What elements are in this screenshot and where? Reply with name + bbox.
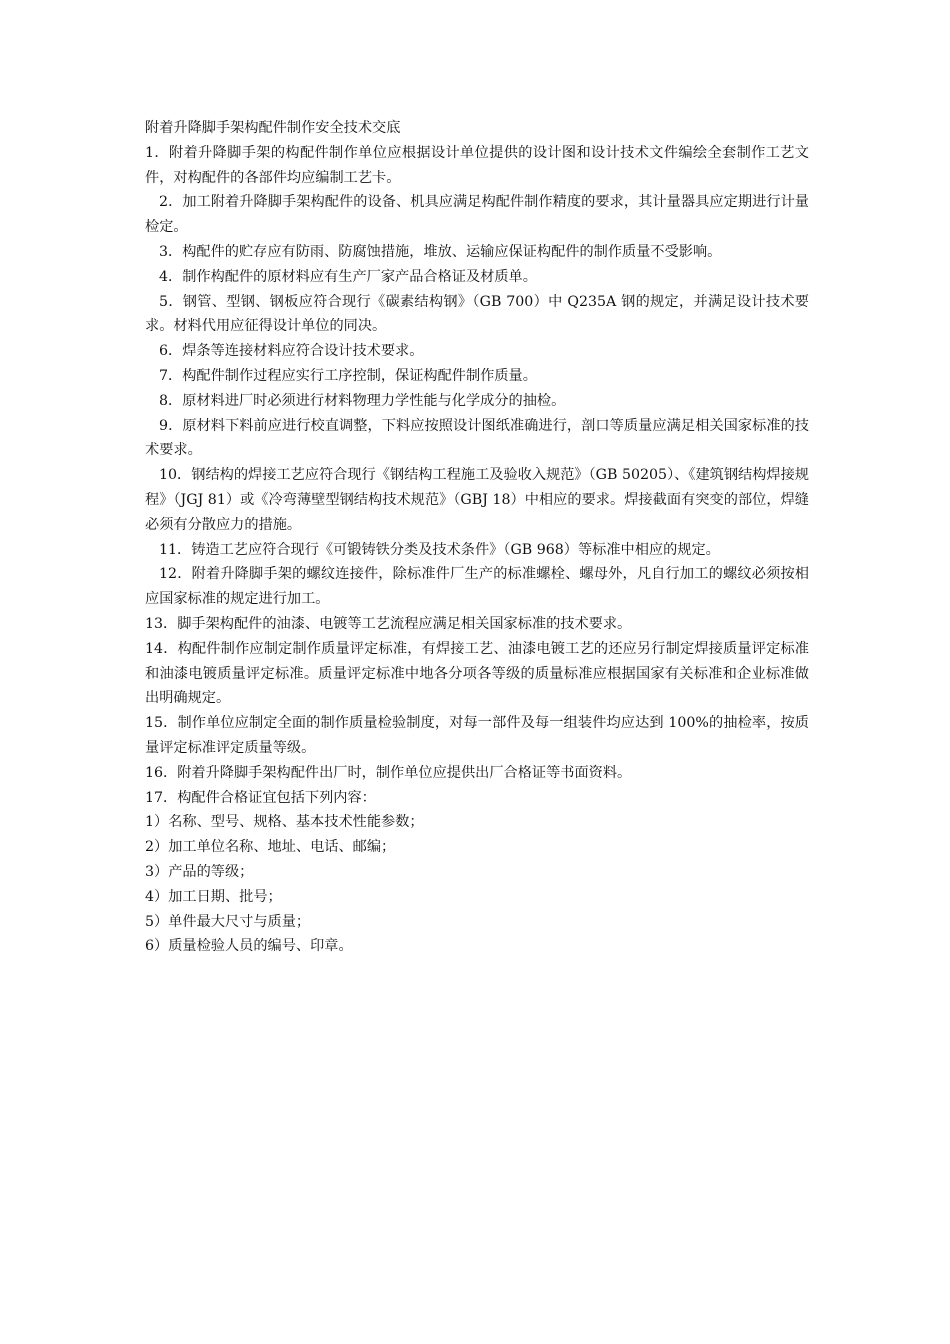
paragraph-item-12: 12．附着升降脚手架的螺纹连接件，除标准件厂生产的标准螺栓、螺母外，凡自行加工的螺纹必须按相应国家标准的规定进行加工。 [145, 566, 809, 608]
list-item: 5）单件最大尺寸与质量； [145, 913, 311, 930]
list-item: 1）名称、型号、规格、基本技术性能参数； [145, 814, 424, 831]
document-title: 附着升降脚手架构配件制作安全技术交底 [145, 120, 401, 136]
paragraph-item-3: 3．构配件的贮存应有防雨、防腐蚀措施，堆放、运输应保证构配件的制作质量不受影响。 [159, 243, 722, 260]
paragraph-item-6: 6．焊条等连接材料应符合设计技术要求。 [159, 343, 424, 360]
paragraph-item-17: 17．构配件合格证宜包括下列内容： [145, 789, 376, 806]
paragraph-item-2: 2．加工附着升降脚手架构配件的设备、机具应满足构配件制作精度的要求，其计量器具应定期进行计量检定。 [145, 194, 809, 236]
paragraph-item-4: 4．制作构配件的原材料应有生产厂家产品合格证及材质单。 [159, 268, 537, 285]
paragraph-item-9: 9．原材料下料前应进行校直调整，下料应按照设计图纸准确进行，剖口等质量应满足相关国家标准的技术要求。 [145, 417, 809, 459]
list-item: 3）产品的等级； [145, 863, 254, 880]
paragraph-item-5: 5．钢管、型钢、钢板应符合现行《碳素结构钢》（GB 700）中 Q235A 钢的规定，并满足设计技术要求。材料代用应征得设计单位的同决。 [145, 293, 809, 335]
paragraph-item-13: 13．脚手架构配件的油漆、电镀等工艺流程应满足相关国家标准的技术要求。 [145, 615, 632, 632]
paragraph-item-14: 14．构配件制作应制定制作质量评定标准，有焊接工艺、油漆电镀工艺的还应另行制定焊接质量评定标准和油漆电镀质量评定标准。质量评定标准中地各分项各等级的质量标准应根据国家有关标准和企业标准做出明确规定。 [145, 640, 809, 707]
paragraph-item-7: 7．构配件制作过程应实行工序控制，保证构配件制作质量。 [159, 367, 537, 384]
list-item: 4）加工日期、批号； [145, 888, 282, 905]
paragraph-item-8: 8．原材料进厂时必须进行材料物理力学性能与化学成分的抽检。 [159, 392, 566, 409]
paragraph-item-1: 1．附着升降脚手架的构配件制作单位应根据设计单位提供的设计图和设计技术文件编绘全套制作工艺文件，对构配件的各部件均应编制工艺卡。 [145, 144, 809, 186]
list-item: 2）加工单位名称、地址、电话、邮编； [145, 839, 396, 856]
paragraph-item-16: 16．附着升降脚手架构配件出厂时，制作单位应提供出厂合格证等书面资料。 [145, 764, 632, 781]
paragraph-item-11: 11．铸造工艺应符合现行《可锻铸铁分类及技术条件》（GB 968）等标准中相应的规定。 [159, 541, 720, 558]
certificate-content-list [145, 810, 809, 959]
list-item: 6）质量检验人员的编号、印章。 [145, 938, 353, 955]
paragraph-item-15: 15．制作单位应制定全面的制作质量检验制度，对每一部件及每一组装件均应达到 100%的抽检率，按质量评定标准评定质量等级。 [145, 715, 809, 756]
paragraph-item-10: 10．钢结构的焊接工艺应符合现行《钢结构工程施工及验收入规范》（GB 50205）、《建筑钢结构焊接规程》（JGJ 81）或《冷弯薄壁型钢结构技术规范》（GBJ 18）中相应的要求。焊接截面有突变的部位，焊缝必须有分散应力的措施。 [145, 467, 809, 533]
document-body [145, 116, 809, 959]
